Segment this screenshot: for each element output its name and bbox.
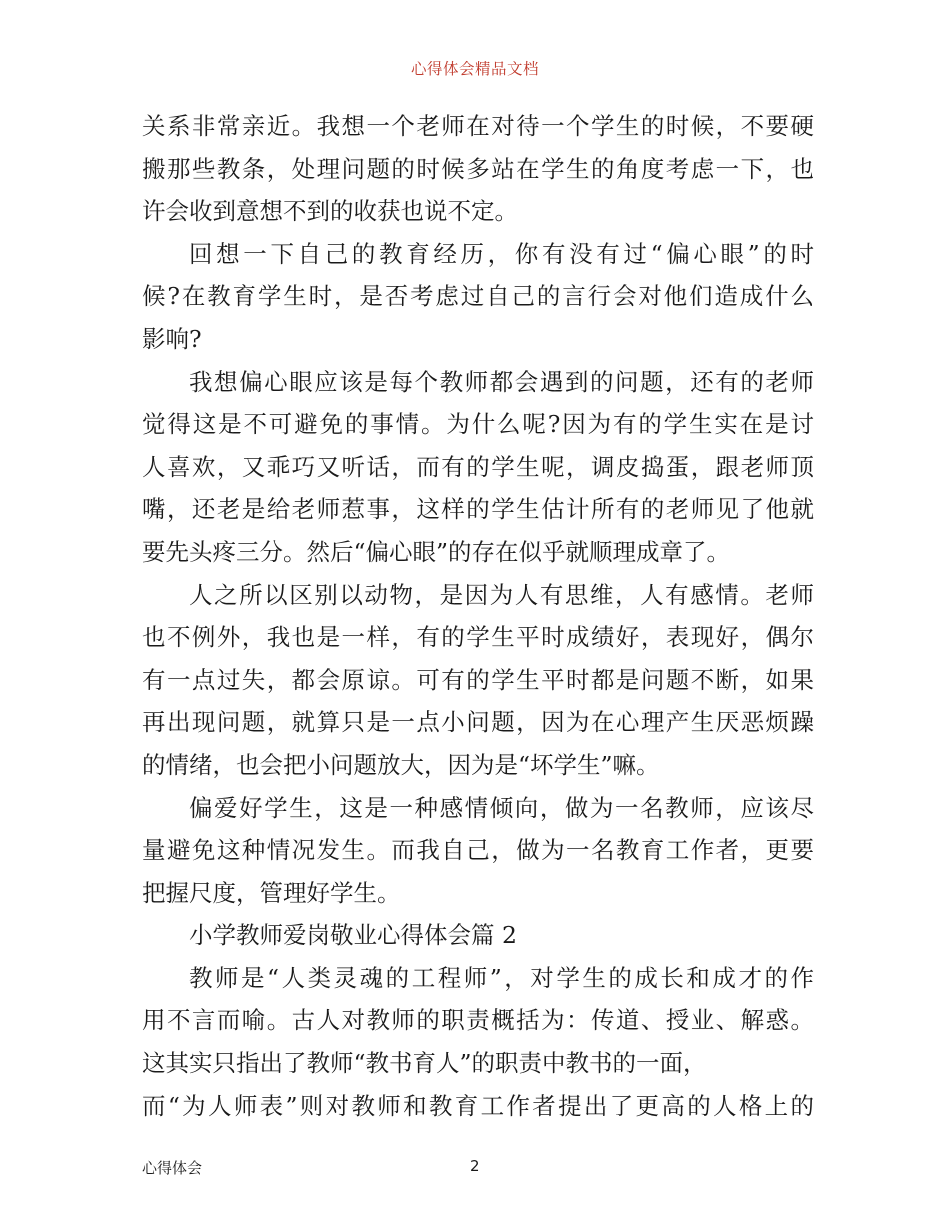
text-line: 而“为人师表”则对教师和教育工作者提出了更高的人格上的 — [142, 1091, 814, 1120]
document-body — [142, 105, 814, 1127]
paragraph-start-line: 人之所以区别以动物，是因为人有思维，人有感情。老师 — [189, 580, 814, 609]
text-line: 人喜欢，又乖巧又听话，而有的学生呢，调皮捣蛋，跟老师顶 — [142, 452, 814, 481]
text-line: 这其实只指出了教师“教书育人”的职责中教书的一面， — [142, 1049, 707, 1078]
text-line: 影响? — [142, 324, 202, 353]
text-line: 的情绪，也会把小问题放大，因为是“坏学生”嘛。 — [142, 750, 660, 779]
page-number: 2 — [470, 1157, 480, 1175]
text-line: 要先头疼三分。然后“偏心眼”的存在似乎就顺理成章了。 — [142, 537, 731, 566]
text-line: 许会收到意想不到的收获也说不定。 — [142, 197, 518, 226]
paragraph-start-line: 偏爱好学生，这是一种感情倾向，做为一名教师，应该尽 — [189, 793, 814, 822]
page-header-title: 心得体会精品文档 — [410, 60, 539, 78]
text-line: 候?在教育学生时，是否考虑过自己的言行会对他们造成什么 — [142, 282, 814, 311]
text-line: 搬那些教条，处理问题的时候多站在学生的角度考虑一下，也 — [142, 154, 814, 183]
paragraph-start-line: 我想偏心眼应该是每个教师都会遇到的问题，还有的老师 — [189, 367, 814, 396]
text-line: 嘴，还老是给老师惹事，这样的学生估计所有的老师见了他就 — [142, 495, 814, 524]
footer-label: 心得体会 — [142, 1159, 203, 1177]
text-line: 量避免这种情况发生。而我自己，做为一名教育工作者，更要 — [142, 836, 814, 865]
text-line: 再出现问题，就算只是一点小问题，因为在心理产生厌恶烦躁 — [142, 708, 814, 737]
text-line: 关系非常亲近。我想一个老师在对待一个学生的时候，不要硬 — [142, 112, 814, 140]
text-line: 有一点过失，都会原谅。可有的学生平时都是问题不断，如果 — [142, 665, 814, 694]
section-heading: 小学教师爱岗敬业心得体会篇 2 — [189, 921, 517, 950]
text-line: 也不例外，我也是一样，有的学生平时成绩好，表现好，偶尔 — [142, 623, 814, 652]
paragraph-start-line: 回想一下自己的教育经历，你有没有过“偏心眼”的时 — [189, 239, 814, 268]
text-line: 用不言而喻。古人对教师的职责概括为：传道、授业、解惑。 — [142, 1006, 814, 1035]
paragraph-start-line: 教师是“人类灵魂的工程师”，对学生的成长和成才的作 — [189, 963, 814, 992]
text-line: 把握尺度，管理好学生。 — [142, 878, 401, 907]
text-line: 觉得这是不可避免的事情。为什么呢?因为有的学生实在是讨 — [142, 410, 814, 439]
